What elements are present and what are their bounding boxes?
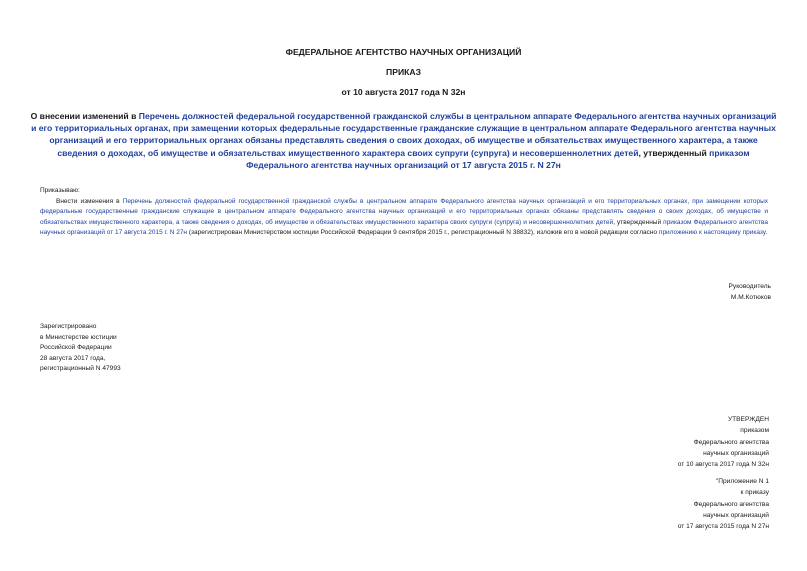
title-link-list[interactable]: Перечень должностей федеральной государственной гражданской службы в центральном аппарате Федерального агентства научных организаций и его территориальных органах, при замещении которых федеральные государственные гражданские служащие в центральном аппарате Федерального агентства научных организаций и его территориальных органах обязаны представлять сведения о своих доходах, об имуществе и обязательствах имущественного характера, а также сведения о доходах, об имуществе и обязательствах имущественного характера своих супруги (супруга) и несовершеннолетних детей [31,111,777,158]
p1-link-order[interactable]: приказом Федерального агентства научных организаций от 17 августа 2015 г. N 27н [40,218,769,237]
title-link-order[interactable]: приказом Федерального агентства научных организаций от 17 августа 2015 г. N 27н [246,147,750,170]
registration-line: регистрационный N 47993 [40,365,121,372]
signature-name: М.М.Котюков [730,293,771,301]
annex-line: научных организаций [703,511,769,519]
annex-line: к приказу [740,489,769,497]
document-date-number: от 10 августа 2017 года N 32н [341,87,466,97]
approved-line: приказом [740,427,769,435]
registration-line: Зарегистрировано [40,323,97,330]
title-prefix: О внесении изменений в [30,111,139,121]
p1-start: Внести изменения в [56,197,123,205]
p1-mid: , утвержденный [613,218,664,226]
registration-block [40,322,121,375]
p1-link-annex[interactable]: приложению к настоящему приказу [658,229,766,237]
registration-line: в Министерстве юстиции [40,333,117,341]
approved-line: Федерального агентства [693,438,769,446]
signature-block [729,282,771,303]
approved-line: от 10 августа 2017 года N 32н [677,461,769,469]
registration-line: Российской Федерации [40,344,112,351]
document-title [30,110,777,171]
annex-line: Федерального агентства [693,500,769,508]
annex-line: "Приложение N 1 [715,478,769,485]
annex-block [678,476,769,532]
order-body [40,186,768,239]
approved-block [678,414,769,470]
annex-line: от 17 августа 2015 года N 27н [677,523,769,531]
title-middle: , утвержденный [638,147,710,158]
registration-line: 28 августа 2017 года, [40,354,106,362]
order-paragraph-1 [40,197,768,239]
p1-end: . [765,229,768,237]
agency-name: ФЕДЕРАЛЬНОЕ АГЕНТСТВО НАУЧНЫХ ОРГАНИЗАЦИЙ [285,47,522,57]
p1-mid2: (зарегистрирован Министерством юстиции Российской Федерации 9 сентября 2015 г., регистрационный N 38832), изложив его в новой редакции согласно [187,229,659,237]
signature-role: Руководитель [728,283,771,290]
approved-line: научных организаций [703,449,769,457]
approved-line: УТВЕРЖДЕН [727,416,769,423]
order-word: Приказываю: [40,187,80,194]
document-type: ПРИКАЗ [386,67,421,77]
p1-link-list[interactable]: Перечень должностей федеральной государственной гражданской службы в центральном аппарате Федерального агентства научных организаций и его территориальных органах, при замещении которых федеральные государственные гражданские служащие в центральном аппарате Федерального агентства научных организаций и его территориальных органах обязаны представлять сведения о своих доходах, об имуществе и обязательствах имущественного характера, а также сведения о доходах, об имуществе и обязательствах имущественного характера своих супруги (супруга) и несовершеннолетних детей [40,197,768,226]
